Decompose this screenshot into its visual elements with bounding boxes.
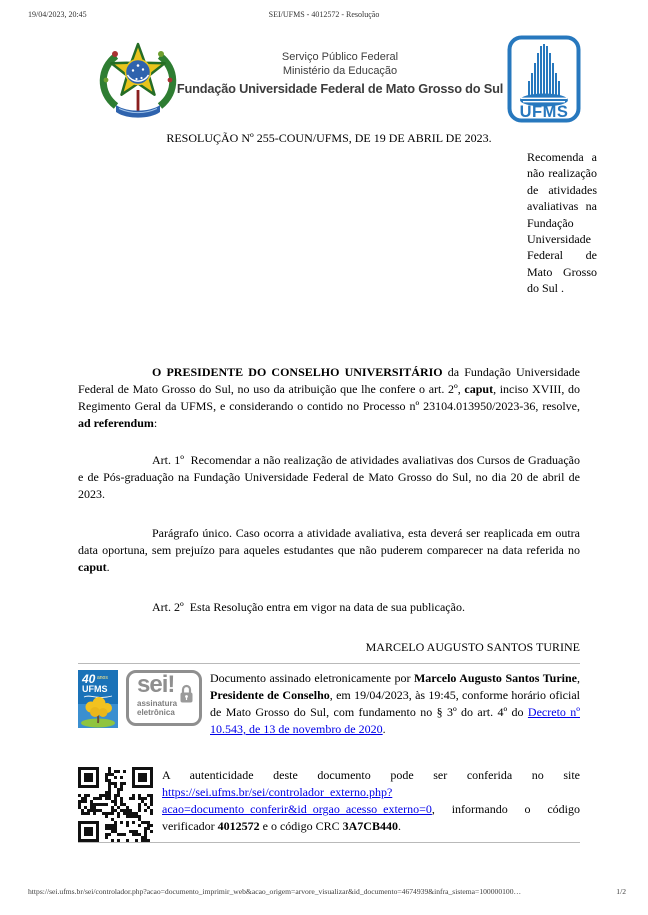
decreto-link[interactable]: Decreto nº 10.543, de 13 de novembro de 2020 xyxy=(210,705,580,736)
paragrafo-unico-text-2: . xyxy=(106,560,110,574)
authenticity-block xyxy=(78,767,580,842)
org-line1: Serviço Público Federal xyxy=(281,51,399,63)
divider-bottom xyxy=(78,842,580,843)
sig-text-3: , em 19/04/2023, às 19:45, conforme horário oficial de Mato Grosso do Sul, com fundamento no § 3º do art. 4º do xyxy=(210,688,580,719)
qr-code xyxy=(78,767,153,842)
signature-name: MARCELO AUGUSTO SANTOS TURINE xyxy=(365,640,580,654)
print-datetime: 19/04/2023, 20:45 xyxy=(28,10,87,19)
ufms-logo-icon xyxy=(507,35,581,123)
preamble-bold-caput: caput xyxy=(464,382,494,396)
org-header xyxy=(170,50,510,96)
article-1: Art. 1º Recomendar a não realização de atividades avaliativas dos Cursos de Graduação e de Pós-graduação na Fundação Universidade Federal de Mato Grosso do Sul, no dia 20 de abril de 2023. xyxy=(78,453,580,501)
preamble-text-1: da Fundação Universidade Federal de Mato Grosso do Sul, no uso da atribuição que lhe confere o art. 2º, xyxy=(78,365,580,396)
resolution-title: RESOLUÇÃO Nº 255-COUN/UFMS, DE 19 DE ABRIL DE 2023. xyxy=(166,131,492,145)
verification-link-line1: https://sei.ufms.br/sei/controlador_externo.php? xyxy=(162,785,393,799)
preamble-paragraph xyxy=(78,364,580,432)
badge-40-ufms-label: UFMS xyxy=(82,684,108,694)
paragrafo-unico xyxy=(78,525,580,576)
sei-logo-sub2: eletrônica xyxy=(137,708,175,717)
resolution-summary: Recomenda a não realização de atividades avaliativas na Fundação Universidade Federal de Mato Grosso do Sul . xyxy=(527,150,597,296)
authenticity-statement xyxy=(162,767,580,835)
print-doc-title: SEI/UFMS - 4012572 - Resolução xyxy=(268,10,380,19)
verification-link-line2: acao=documento_conferir&id_orgao_acesso_externo=0 xyxy=(162,802,432,816)
footer-page-number: 1/2 xyxy=(616,887,626,896)
sig-text-1: Documento assinado eletronicamente por xyxy=(210,671,414,685)
ufms-logo-text: UFMS xyxy=(519,103,569,121)
sei-logo-sub1: assinatura xyxy=(137,699,178,708)
paragrafo-unico-bold-caput: caput xyxy=(78,560,107,574)
sei-signature-logo xyxy=(126,670,202,726)
padlock-icon xyxy=(178,684,195,704)
preamble-bold-title: O PRESIDENTE DO CONSELHO UNIVERSITÁRIO xyxy=(152,365,443,379)
auth-crc-code: 3A7CB440 xyxy=(342,819,398,833)
auth-text-4: . xyxy=(397,819,401,833)
electronic-signature-block xyxy=(78,670,580,738)
paragrafo-unico-text-1: Parágrafo único. Caso ocorra a atividade avaliativa, esta deverá ser reaplicada em outra data oportuna, sem prejuízo para aqueles estudantes que não puderem comparecer na data referida no xyxy=(78,526,580,557)
org-line3: Fundação Universidade Federal de Mato Grosso do Sul xyxy=(176,81,504,96)
sei-logo-text: sei! xyxy=(137,671,175,698)
auth-text-2: , informando o código verificador xyxy=(162,802,580,833)
badge-40-anos-label: anos xyxy=(97,675,108,681)
org-line2: Ministério da Educação xyxy=(282,65,398,77)
sig-signer-name: Marcelo Augusto Santos Turine xyxy=(413,671,577,685)
divider-top xyxy=(78,663,580,664)
print-footer xyxy=(28,887,626,896)
auth-text-3: e o código CRC xyxy=(259,819,343,833)
article-2: Art. 2º Esta Resolução entra em vigor na data de sua publicação. xyxy=(152,600,465,614)
ufms-40-anos-badge-icon xyxy=(78,670,118,728)
auth-verifier-code: 4012572 xyxy=(217,819,260,833)
badge-40-number: 40 xyxy=(82,672,96,686)
sig-signer-role: Presidente de Conselho xyxy=(210,688,330,702)
auth-text-1: A autenticidade deste documento pode ser conferida no site xyxy=(162,768,580,782)
print-header xyxy=(0,10,648,19)
verification-link[interactable] xyxy=(162,785,432,816)
preamble-text-2: , inciso XVIII, do Regimento Geral da UFMS, e considerando o contido no Processo nº 23104.013950/2023-36, resolve, xyxy=(78,382,581,413)
sig-text-4: . xyxy=(382,722,386,736)
preamble-bold-ad-referendum: ad referendum xyxy=(78,416,154,430)
sig-text-2: , xyxy=(577,671,580,685)
signature-statement xyxy=(210,670,580,738)
footer-url: https://sei.ufms.br/sei/controlador.php?acao=documento_imprimir_web&acao_origem=arvore_visualizar&id_documento=4674939&infra_sistema=100000100… xyxy=(28,887,522,896)
preamble-text-3: : xyxy=(153,416,158,430)
